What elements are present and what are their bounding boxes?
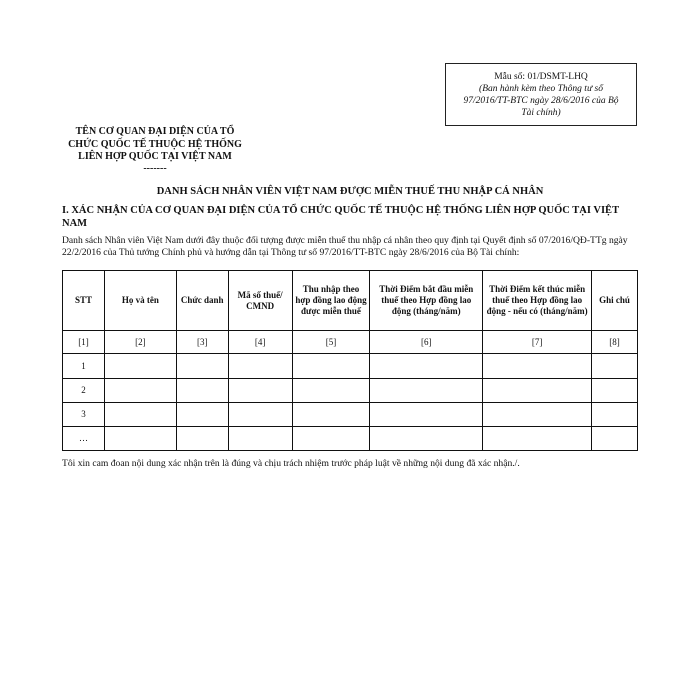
table-row	[63, 426, 638, 450]
empty-cell[interactable]	[104, 426, 176, 450]
table-row	[63, 354, 638, 378]
empty-cell[interactable]	[592, 402, 638, 426]
empty-cell[interactable]	[592, 378, 638, 402]
index-cell: [7]	[483, 331, 592, 354]
empty-cell[interactable]	[104, 354, 176, 378]
agency-name-block	[60, 126, 250, 173]
header-full-name: Họ và tên	[104, 271, 176, 331]
empty-cell[interactable]	[176, 426, 228, 450]
row-number: 2	[63, 378, 105, 402]
empty-cell[interactable]	[483, 402, 592, 426]
empty-cell[interactable]	[483, 426, 592, 450]
form-issuance-note: (Ban hành kèm theo Thông tư số 97/2016/TT-BTC ngày 28/6/2016 của Bộ Tài chính)	[463, 84, 619, 118]
empty-cell[interactable]	[370, 402, 483, 426]
empty-cell[interactable]	[228, 354, 292, 378]
closing-statement: Tôi xin cam đoan nội dung xác nhận trên là đúng và chịu trách nhiệm trước pháp luật về những nội dung đã xác nhận./.	[62, 458, 520, 469]
empty-cell[interactable]	[592, 354, 638, 378]
intro-paragraph: Danh sách Nhân viên Việt Nam dưới đây thuộc đối tượng được miễn thuế thu nhập cá nhân theo quy định tại Quyết định số 07/2016/QĐ-TTg ngày 22/2/2016 của Thủ tướng Chính phủ và hướng dẫn tại Thông tư số 97/2016/TT-BTC ngày 28/6/2016 của Bộ Tài chính:	[62, 235, 628, 258]
empty-cell[interactable]	[592, 426, 638, 450]
index-cell: [8]	[592, 331, 638, 354]
document-title: DANH SÁCH NHÂN VIÊN VIỆT NAM ĐƯỢC MIỄN THUẾ THU NHẬP CÁ NHÂN	[156, 186, 544, 197]
row-number: 1	[63, 354, 105, 378]
employee-table	[62, 270, 638, 451]
empty-cell[interactable]	[292, 378, 370, 402]
index-cell: [6]	[370, 331, 483, 354]
empty-cell[interactable]	[292, 354, 370, 378]
row-number: …	[63, 426, 105, 450]
header-exempt-income: Thu nhập theo hợp đồng lao động được miễn thuế	[292, 271, 370, 331]
header-tax-id: Mã số thuế/ CMND	[228, 271, 292, 331]
empty-cell[interactable]	[370, 354, 483, 378]
agency-name: TÊN CƠ QUAN ĐẠI DIỆN CỦA TỔ CHỨC QUỐC TẾ THUỘC HỆ THỐNG LIÊN HỢP QUỐC TẠI VIỆT NAM	[68, 126, 242, 162]
empty-cell[interactable]	[228, 378, 292, 402]
table-row	[63, 378, 638, 402]
empty-cell[interactable]	[228, 426, 292, 450]
empty-cell[interactable]	[370, 426, 483, 450]
index-cell: [3]	[176, 331, 228, 354]
table-index-row	[63, 331, 638, 354]
index-cell: [1]	[63, 331, 105, 354]
header-notes: Ghi chú	[592, 271, 638, 331]
header-position: Chức danh	[176, 271, 228, 331]
table-row	[63, 402, 638, 426]
empty-cell[interactable]	[292, 426, 370, 450]
header-start-date: Thời Điểm bắt đầu miễn thuế theo Hợp đồng lao động (tháng/năm)	[370, 271, 483, 331]
row-number: 3	[63, 402, 105, 426]
empty-cell[interactable]	[176, 378, 228, 402]
empty-cell[interactable]	[176, 402, 228, 426]
index-cell: [2]	[104, 331, 176, 354]
header-stt: STT	[63, 271, 105, 331]
empty-cell[interactable]	[292, 402, 370, 426]
index-cell: [5]	[292, 331, 370, 354]
empty-cell[interactable]	[104, 402, 176, 426]
empty-cell[interactable]	[370, 378, 483, 402]
table-header-row	[63, 271, 638, 331]
empty-cell[interactable]	[483, 378, 592, 402]
index-cell: [4]	[228, 331, 292, 354]
section-heading: I. XÁC NHẬN CỦA CƠ QUAN ĐẠI DIỆN CỦA TỔ CHỨC QUỐC TẾ THUỘC HỆ THỐNG LIÊN HỢP QUỐC TẠI VIỆT NAM	[62, 205, 619, 229]
empty-cell[interactable]	[228, 402, 292, 426]
empty-cell[interactable]	[176, 354, 228, 378]
empty-cell[interactable]	[104, 378, 176, 402]
agency-separator: -------	[143, 162, 167, 174]
form-code-box	[445, 63, 637, 126]
form-code: Mẫu số: 01/DSMT-LHQ	[494, 72, 588, 82]
empty-cell[interactable]	[483, 354, 592, 378]
header-end-date: Thời Điểm kết thúc miễn thuế theo Hợp đồng lao động - nếu có (tháng/năm)	[483, 271, 592, 331]
